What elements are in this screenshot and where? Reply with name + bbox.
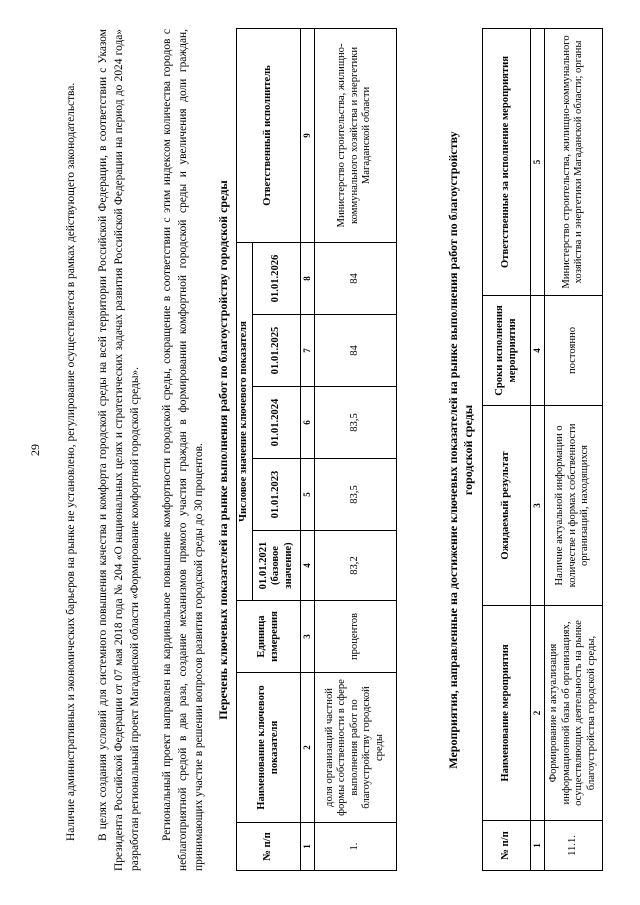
row-num: 1.: [314, 823, 396, 871]
row-value-2021: 83,2: [314, 531, 396, 601]
header-expected-result: Ожидаемый результат: [483, 406, 531, 606]
header-2025: 01.01.2025: [253, 315, 301, 387]
row-indicator-name: доля организаций частной формы собственности в сфере выполнения работ по благоустройству городской среды: [314, 673, 396, 823]
col-number: 2: [301, 673, 315, 823]
col-number: 2: [531, 606, 545, 821]
paragraph-barriers: Наличие административных и экономических барьеров на рынке не установлено, регулирование осуществляется в рамках действующего законодательства.: [65, 82, 77, 841]
col-number: 6: [301, 387, 315, 459]
header-responsible: Ответственные за исполнение мероприятия: [483, 29, 531, 296]
col-number: 5: [301, 459, 315, 531]
col-number: 5: [531, 29, 545, 296]
page-number: 29: [28, 444, 42, 456]
header-unit: Единица измерения: [237, 601, 301, 673]
header-terms: Сроки исполнения мероприятия: [483, 296, 531, 406]
header-values-group: Числовое значение ключевого показателя: [237, 242, 253, 600]
key-indicators-table: [236, 28, 397, 871]
col-number: 7: [301, 315, 315, 387]
header-2021: 01.01.2021 (базовое значение): [253, 531, 301, 601]
header-2026: 01.01.2026: [253, 242, 301, 314]
row-responsible: Министерство строительства, жилищно-коммунального хозяйства и энергетики Магаданской области; органы: [544, 29, 602, 296]
row-value-2024: 83,5: [314, 387, 396, 459]
col-number: 1: [301, 823, 315, 871]
table2-title: Мероприятия, направленные на достижение ключевых показателей на рынке выполнения работ по благоустройству городской среды: [446, 131, 475, 769]
col-number: 3: [301, 601, 315, 673]
measures-table: [482, 28, 603, 871]
col-number: 3: [531, 406, 545, 606]
header-2023: 01.01.2023: [253, 459, 301, 531]
row-expected-result: Наличие актуальной информации о количестве и формах собственности организаций, находящихся: [544, 406, 602, 606]
header-measure-name: Наименование мероприятия: [483, 606, 531, 821]
row-terms: постоянно: [544, 296, 602, 406]
paragraph-regional-project-goals: Региональный проект направлен на кардинальное повышение комфортности городской среды, сокращение в соответствии с этим индексом количества городов с неблагоприятной средой в два раза, создание механизмов прямого участия граждан в формировании комфортной городской среды и увеличения доли граждан, принимающих участие в решении вопросов развития городской среды до 30 процентов.: [161, 29, 205, 871]
row-value-2026: 84: [314, 242, 396, 314]
header-2024: 01.01.2024: [253, 387, 301, 459]
col-number: 4: [531, 296, 545, 406]
row-unit: процентов: [314, 601, 396, 673]
paragraph-regional-project-basis: В целях создания условий для системного повышения качества и комфорта городской среды на всей территории Российской Федерации, в соответствии с Указом Президента Российской Федерации от 07 мая 2018 года № 204 «О национальных целях и стратегических задачах развития Российской Федерации на период до 2024 года» разработан региональный проект Магаданской области «Формирование комфортной городской среды».: [97, 29, 141, 871]
header-num: № п/п: [237, 823, 301, 871]
col-number: 8: [301, 242, 315, 314]
col-number: 9: [301, 28, 315, 242]
header-indicator-name: Наименование ключевого показателя: [237, 673, 301, 823]
col-number: 4: [301, 531, 315, 601]
row-num: 11.1.: [544, 821, 602, 871]
header-num: № п/п: [483, 821, 531, 871]
row-value-2025: 84: [314, 315, 396, 387]
col-number: 1: [531, 821, 545, 871]
table1-title: Перечень ключевых показателей на рынке выполнения работ по благоустройству городской среды: [216, 180, 230, 720]
row-responsible: Министерство строительства, жилищно-коммунального хозяйства и энергетики Магаданской области: [314, 28, 396, 242]
row-measure-name: Формирование и актуализация информационной базы об организациях, осуществляющих деятельность на рынке благоустройства городской среды,: [544, 606, 602, 821]
header-responsible: Ответственный исполнитель: [237, 28, 301, 242]
row-value-2023: 83,5: [314, 459, 396, 531]
